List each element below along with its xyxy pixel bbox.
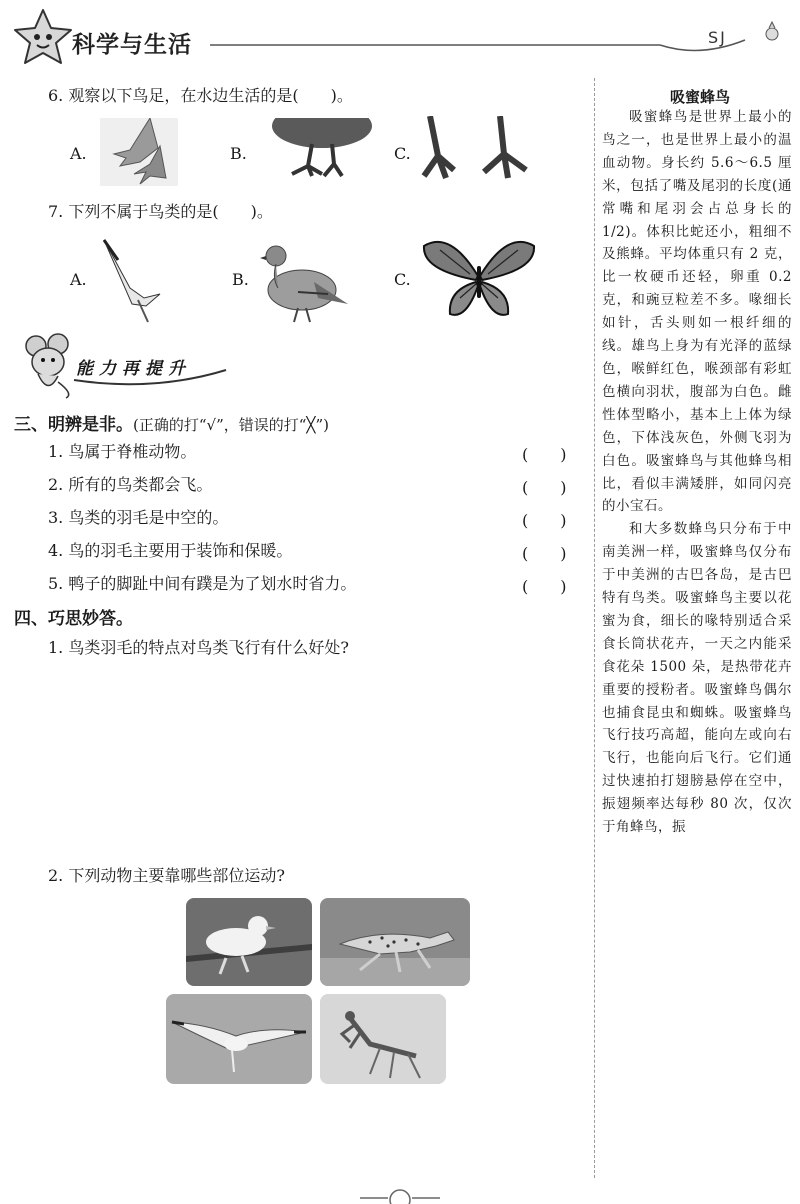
tf-item-3: 3. 鸟类的羽毛是中空的。 — [48, 508, 229, 527]
q6-option-b-label: B. — [230, 144, 247, 163]
q7-option-c-label: C. — [394, 270, 411, 289]
tf-answer-blank-2[interactable]: ( ) — [522, 478, 567, 497]
tf-answer-blank-3[interactable]: ( ) — [522, 511, 567, 530]
tf-answer-blank-4[interactable]: ( ) — [522, 544, 567, 563]
gannet-bird-picture — [98, 236, 168, 324]
tf-item-5: 5. 鸭子的脚趾中间有蹼是为了划水时省力。 — [48, 574, 357, 593]
s4-question-1: 1. 鸟类羽毛的特点对鸟类飞行有什么好处? — [48, 638, 349, 657]
section3-note: (正确的打“√”，错误的打“╳”) — [133, 416, 329, 434]
tf-answer-blank-1[interactable]: ( ) — [522, 445, 567, 464]
cheetah-photo — [320, 898, 470, 986]
raptor-foot-picture — [420, 116, 542, 182]
q7-option-b-label: B. — [232, 270, 249, 289]
pigeon-picture — [258, 234, 350, 324]
q7-option-a-label: A. — [70, 270, 87, 289]
mascot-logo-icon — [8, 6, 78, 70]
sidebar-paragraph: 吸蜜蜂鸟是世界上最小的鸟之一，也是世界上最小的温血动物。身长约 5.6～6.5 厘米，包括了嘴及尾羽的长度(通常嘴和尾羽会占总身长的 1/2)。体积比蛇还小，粗细不及熊蜂。平均体重只有 2 克，比一枚硬币还轻，卵重 0.2 克，和豌豆粒差不多。喙细长如针，舌头则如一根纤细的线。雄鸟上身为有光泽的蓝绿色，喉鲜红色，喉颈部有彩虹色横向羽状，腹部为白色。雌性体型略小，基本上上体为绿色，下体浅灰色，外侧飞羽为白色。吸蜜蜂鸟与其他蜂鸟相比，看似丰满矮胖，如同闪亮的小宝石。 — [602, 109, 792, 515]
header-title: 科学与生活 — [72, 32, 192, 58]
duckling-photo — [186, 898, 312, 986]
section3-title: 三、明辨是非。 — [14, 415, 133, 435]
tf-item-4: 4. 鸟的羽毛主要用于装饰和保暖。 — [48, 541, 293, 560]
s4-answer-area-1[interactable] — [48, 664, 578, 844]
header-code: SJ — [708, 28, 727, 47]
gull-photo — [166, 994, 312, 1084]
tf-item-1: 1. 鸟属于脊椎动物。 — [48, 442, 197, 461]
tf-answer-blank-5[interactable]: ( ) — [522, 577, 567, 596]
sidebar-title: 吸蜜蜂鸟 — [669, 88, 730, 106]
q6-option-c-label: C. — [394, 144, 411, 163]
q6-stem: 6. 观察以下鸟足，在水边生活的是( )。 — [48, 86, 353, 105]
sidebar-divider — [594, 78, 595, 1178]
tf-item-2: 2. 所有的鸟类都会飞。 — [48, 475, 213, 494]
duck-foot-picture — [100, 118, 178, 186]
q7-stem: 7. 下列不属于鸟类的是( )。 — [48, 202, 273, 221]
page-number-ornament — [340, 1184, 460, 1204]
chicken-foot-picture — [262, 118, 372, 180]
ability-banner-title: 能力再提升 — [76, 359, 191, 379]
section3-heading — [14, 410, 329, 435]
s4-question-2: 2. 下列动物主要靠哪些部位运动? — [48, 866, 285, 885]
sidebar-paragraph: 和大多数蜂鸟只分布于中南美洲一样，吸蜜蜂鸟仅分布于中美洲的古巴各岛，是古巴特有鸟类。吸蜜蜂鸟主要以花蜜为食，细长的喙特别适合采食长筒状花卉，一天之内能采食花朵 1500 朵，是热带花卉重要的授粉者。吸蜜蜂鸟偶尔也捕食昆虫和蜘蛛。吸蜜蜂鸟飞行技巧高超，能向左或向右飞行，也能向后飞行。它们通过快速拍打翅膀悬停在空中，振翅频率达每秒 80 次，仅次于角蜂鸟，振 — [602, 521, 792, 836]
q6-option-a-label: A. — [70, 144, 87, 163]
sidebar-body — [602, 106, 792, 839]
section4-title: 四、巧思妙答。 — [14, 609, 133, 629]
butterfly-picture — [420, 236, 538, 320]
mantis-photo — [320, 994, 446, 1084]
